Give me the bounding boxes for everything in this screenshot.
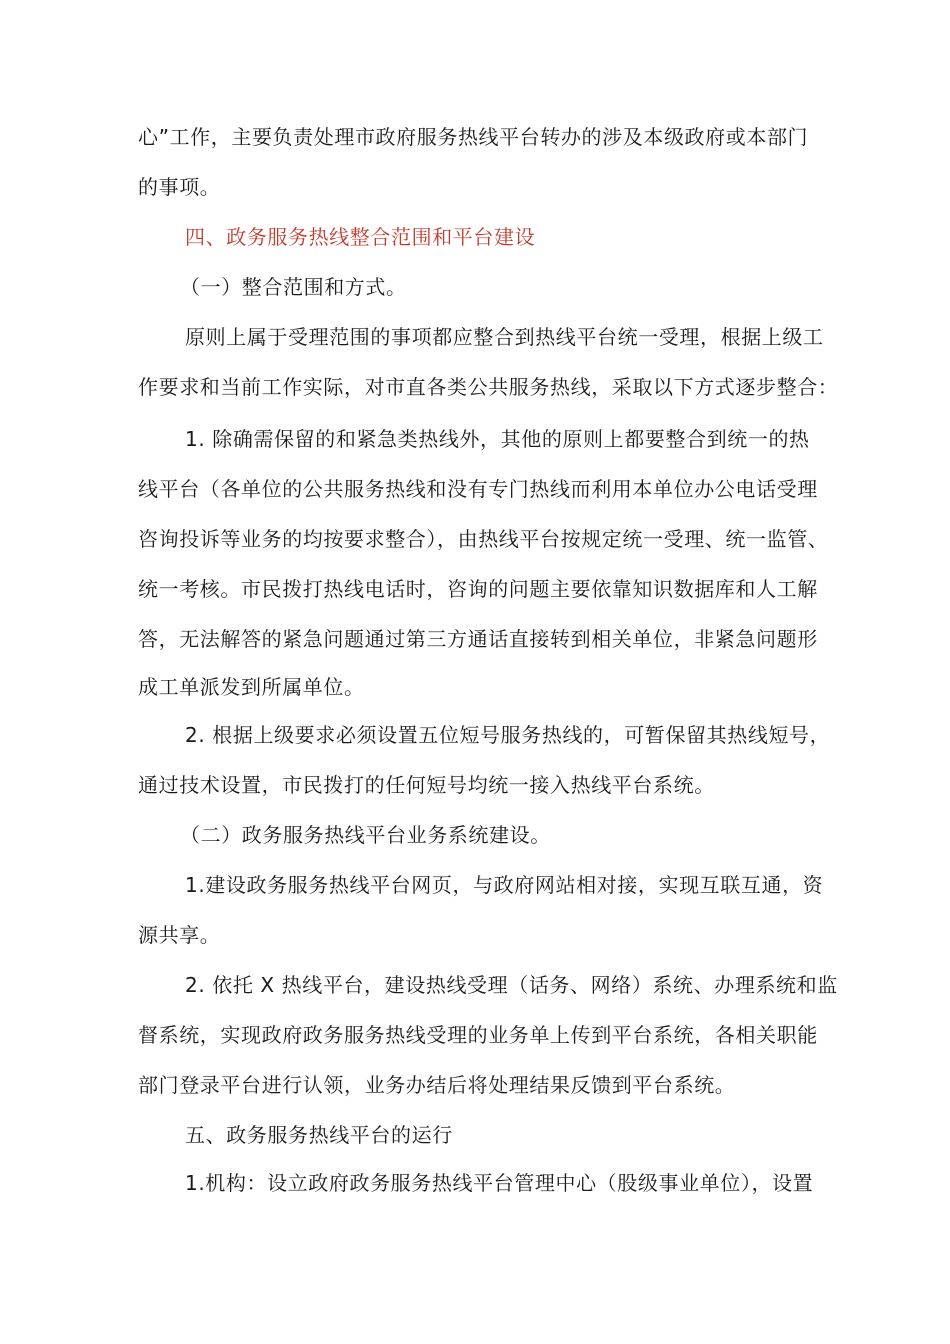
paragraph-line: 心”工作，主要负责处理市政府服务热线平台转办的涉及本级政府或本部门	[138, 125, 809, 149]
paragraph-line: 源共享。	[138, 923, 221, 947]
section-heading: 五、政务服务热线平台的运行	[185, 1123, 453, 1147]
paragraph-line: 1.机构：设立政府政务服务热线平台管理中心（股级事业单位），设置	[185, 1171, 814, 1195]
paragraph-line: 2. 依托 X 热线平台，建设热线受理（话务、网络）系统、办理系统和监	[185, 973, 838, 997]
paragraph-line: 作要求和当前工作实际，对市直各类公共服务热线，采取以下方式逐步整合：	[138, 375, 839, 399]
paragraph-line: 答，无法解答的紧急问题通过第三方通话直接转到相关单位，非紧急问题形	[138, 627, 818, 651]
paragraph-line: 2. 根据上级要求必须设置五位短号服务热线的，可暂保留其热线短号，	[185, 723, 831, 747]
paragraph-line: 1. 除确需保留的和紧急类热线外，其他的原则上都要整合到统一的热	[185, 427, 810, 451]
paragraph-line: 线平台（各单位的公共服务热线和没有专门热线而利用本单位办公电话受理	[138, 477, 818, 501]
section-heading: 四、政务服务热线整合范围和平台建设	[185, 225, 536, 249]
paragraph-line: 通过技术设置，市民拨打的任何短号均统一接入热线平台系统。	[138, 773, 715, 797]
paragraph-line: 部门登录平台进行认领，业务办结后将处理结果反馈到平台系统。	[138, 1073, 736, 1097]
paragraph-line: 的事项。	[138, 175, 221, 199]
paragraph-line: 成工单派发到所属单位。	[138, 675, 365, 699]
subsection-heading: （二）政务服务热线平台业务系统建设。	[180, 823, 551, 847]
paragraph-line: 咨询投诉等业务的均按要求整合），由热线平台按规定统一受理、统一监管、	[138, 527, 829, 551]
paragraph-line: 统一考核。市民拨打热线电话时，咨询的问题主要依靠知识数据库和人工解	[138, 577, 818, 601]
subsection-heading: （一）整合范围和方式。	[180, 275, 407, 299]
paragraph-line: 督系统，实现政府政务服务热线受理的业务单上传到平台系统，各相关职能	[138, 1023, 818, 1047]
paragraph-line: 原则上属于受理范围的事项都应整合到热线平台统一受理，根据上级工	[185, 325, 824, 349]
paragraph-line: 1.建设政务服务热线平台网页，与政府网站相对接，实现互联互通，资	[185, 873, 824, 897]
